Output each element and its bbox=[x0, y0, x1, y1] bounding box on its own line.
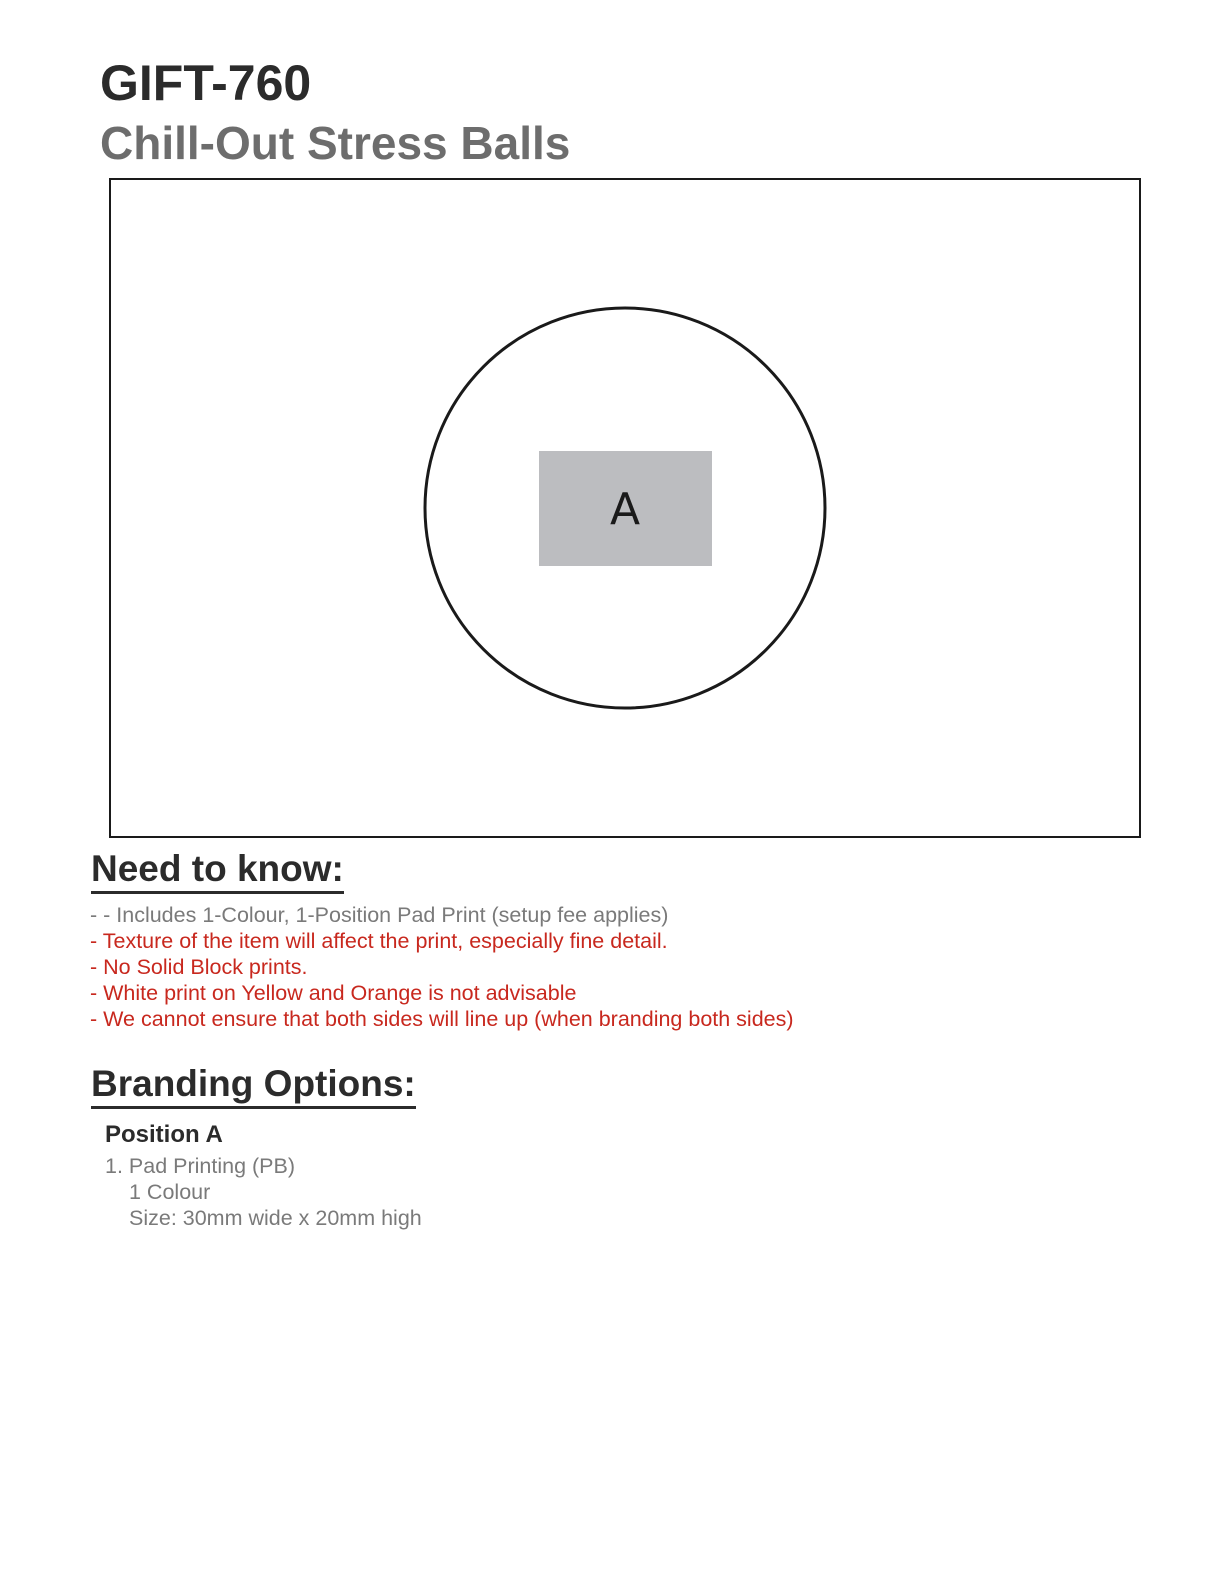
print-area-label: A bbox=[609, 484, 641, 535]
option-size: Size: 30mm wide x 20mm high bbox=[129, 1206, 422, 1230]
note-item: - - Includes 1-Colour, 1-Position Pad Print (setup fee applies) bbox=[90, 903, 669, 927]
need-to-know-list bbox=[90, 902, 794, 1032]
branding-options-heading: Branding Options: bbox=[91, 1065, 416, 1109]
stress-ball-drawing bbox=[111, 180, 1139, 836]
product-name: Chill-Out Stress Balls bbox=[100, 117, 571, 169]
option-colours: 1 Colour bbox=[129, 1180, 211, 1204]
note-item: - White print on Yellow and Orange is not advisable bbox=[90, 981, 577, 1005]
note-item: - No Solid Block prints. bbox=[90, 955, 308, 979]
product-code: GIFT-760 bbox=[100, 55, 312, 111]
option-method: 1. Pad Printing (PB) bbox=[105, 1154, 296, 1178]
need-to-know-heading: Need to know: bbox=[91, 850, 344, 894]
note-item: - We cannot ensure that both sides will line up (when branding both sides) bbox=[90, 1007, 794, 1031]
position-a-title: Position A bbox=[105, 1121, 223, 1148]
note-item: - Texture of the item will affect the print, especially fine detail. bbox=[90, 929, 668, 953]
branding-option bbox=[105, 1153, 422, 1231]
product-diagram bbox=[109, 178, 1141, 838]
